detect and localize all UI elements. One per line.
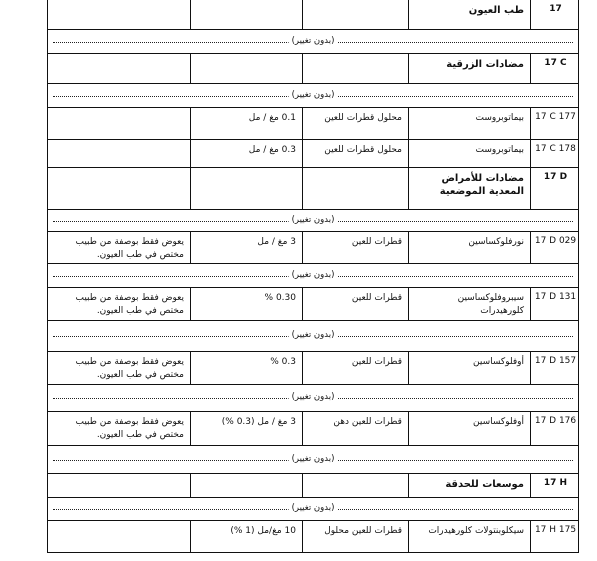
section-title: طب العيون xyxy=(408,0,530,29)
section-code: 17 xyxy=(530,0,580,29)
drug-row xyxy=(47,140,579,168)
section-row xyxy=(47,54,579,84)
section-code: 17 H xyxy=(530,474,580,497)
no-change-row xyxy=(47,30,579,54)
no-change-row xyxy=(47,84,579,108)
empty-cell xyxy=(48,0,190,29)
drug-code: 17 C 178 xyxy=(530,140,580,167)
drug-code: 17 D 029 xyxy=(530,232,580,263)
section-row xyxy=(47,474,579,498)
dosage-form: قطرات للعين xyxy=(302,352,408,384)
no-change-row xyxy=(47,498,579,521)
dosage-form: قطرات للعين xyxy=(302,288,408,320)
section-title: مضادات للأمراض المعدية الموضعية xyxy=(408,168,530,209)
drug-code: 17 H 175 xyxy=(530,521,580,552)
dosage: 0.3 مغ / مل xyxy=(190,140,302,167)
drug-row xyxy=(47,412,579,446)
no-change-label: (بدون تغيير) xyxy=(289,392,338,402)
drug-code: 17 D 131 xyxy=(530,288,580,320)
no-change-label: (بدون تغيير) xyxy=(289,90,338,100)
reimbursement-note: يعوض فقط بوصفة من طبيب مختص في طب العيون. xyxy=(75,357,184,380)
dosage: 0.1 مغ / مل xyxy=(190,108,302,139)
dosage: 0.3 % xyxy=(190,352,302,384)
section-title: مضادات الزرقية xyxy=(408,54,530,83)
reimbursement-note xyxy=(48,140,190,167)
dosage: 10 مغ/مل (1 %) xyxy=(190,521,302,552)
no-change-row xyxy=(47,321,579,352)
drug-name: أوفلوكساسين xyxy=(408,412,530,445)
no-change-label: (بدون تغيير) xyxy=(289,454,338,464)
dosage-form: محلول قطرات للعين xyxy=(302,140,408,167)
reimbursement-note xyxy=(48,521,190,552)
empty-cell xyxy=(190,54,302,83)
empty-cell xyxy=(302,474,408,497)
dosage-form: محلول قطرات للعين xyxy=(302,108,408,139)
drug-row xyxy=(47,352,579,385)
empty-cell xyxy=(302,54,408,83)
drug-code: 17 C 177 xyxy=(530,108,580,139)
drug-row xyxy=(47,521,579,553)
empty-cell xyxy=(48,474,190,497)
drug-name: سيكلوبنتولات كلورهيدرات xyxy=(408,521,530,552)
no-change-row xyxy=(47,264,579,288)
dosage: 3 مغ / مل xyxy=(190,232,302,263)
reimbursement-table xyxy=(47,0,580,561)
drug-name: نورفلوكساسين xyxy=(408,232,530,263)
drug-name: أوفلوكساسين xyxy=(408,352,530,384)
reimbursement-note: يعوض فقط بوصفة من طبيب مختص في طب العيون. xyxy=(75,417,184,440)
reimbursement-note: يعوض فقط بوصفة من طبيب مختص في طب العيون. xyxy=(75,293,184,316)
reimbursement-note xyxy=(48,108,190,139)
drug-code: 17 D 157 xyxy=(530,352,580,384)
no-change-label: (بدون تغيير) xyxy=(289,36,338,46)
empty-cell xyxy=(190,474,302,497)
no-change-row xyxy=(47,210,579,232)
dosage: 3 مغ / مل (0.3 %) xyxy=(190,412,302,445)
empty-cell xyxy=(190,168,302,209)
empty-cell xyxy=(302,0,408,29)
empty-cell xyxy=(190,0,302,29)
section-row xyxy=(47,0,579,30)
reimbursement-note: يعوض فقط بوصفة من طبيب مختص في طب العيون. xyxy=(75,237,184,260)
empty-cell xyxy=(48,54,190,83)
section-code: 17 D xyxy=(530,168,580,209)
dosage: 0.30 % xyxy=(190,288,302,320)
drug-code: 17 D 176 xyxy=(530,412,580,445)
section-code: 17 C xyxy=(530,54,580,83)
empty-cell xyxy=(302,168,408,209)
drug-name: بيماتوبروست xyxy=(408,140,530,167)
no-change-label: (بدون تغيير) xyxy=(289,330,338,340)
empty-cell xyxy=(48,168,190,209)
no-change-row xyxy=(47,385,579,412)
no-change-label: (بدون تغيير) xyxy=(289,270,338,280)
dosage-form: قطرات للعين محلول xyxy=(302,521,408,552)
drug-row xyxy=(47,288,579,321)
no-change-label: (بدون تغيير) xyxy=(289,215,338,225)
section-row xyxy=(47,168,579,210)
no-change-label: (بدون تغيير) xyxy=(289,503,338,513)
dosage-form: قطرات للعين xyxy=(302,232,408,263)
drug-row xyxy=(47,232,579,264)
no-change-row xyxy=(47,446,579,474)
drug-name: بيماتوبروست xyxy=(408,108,530,139)
section-title: موسعات للحدقة xyxy=(408,474,530,497)
drug-row xyxy=(47,108,579,140)
drug-name: سيبروفلوكساسين كلورهيدرات xyxy=(408,288,530,320)
dosage-form: قطرات للعين دهن xyxy=(302,412,408,445)
